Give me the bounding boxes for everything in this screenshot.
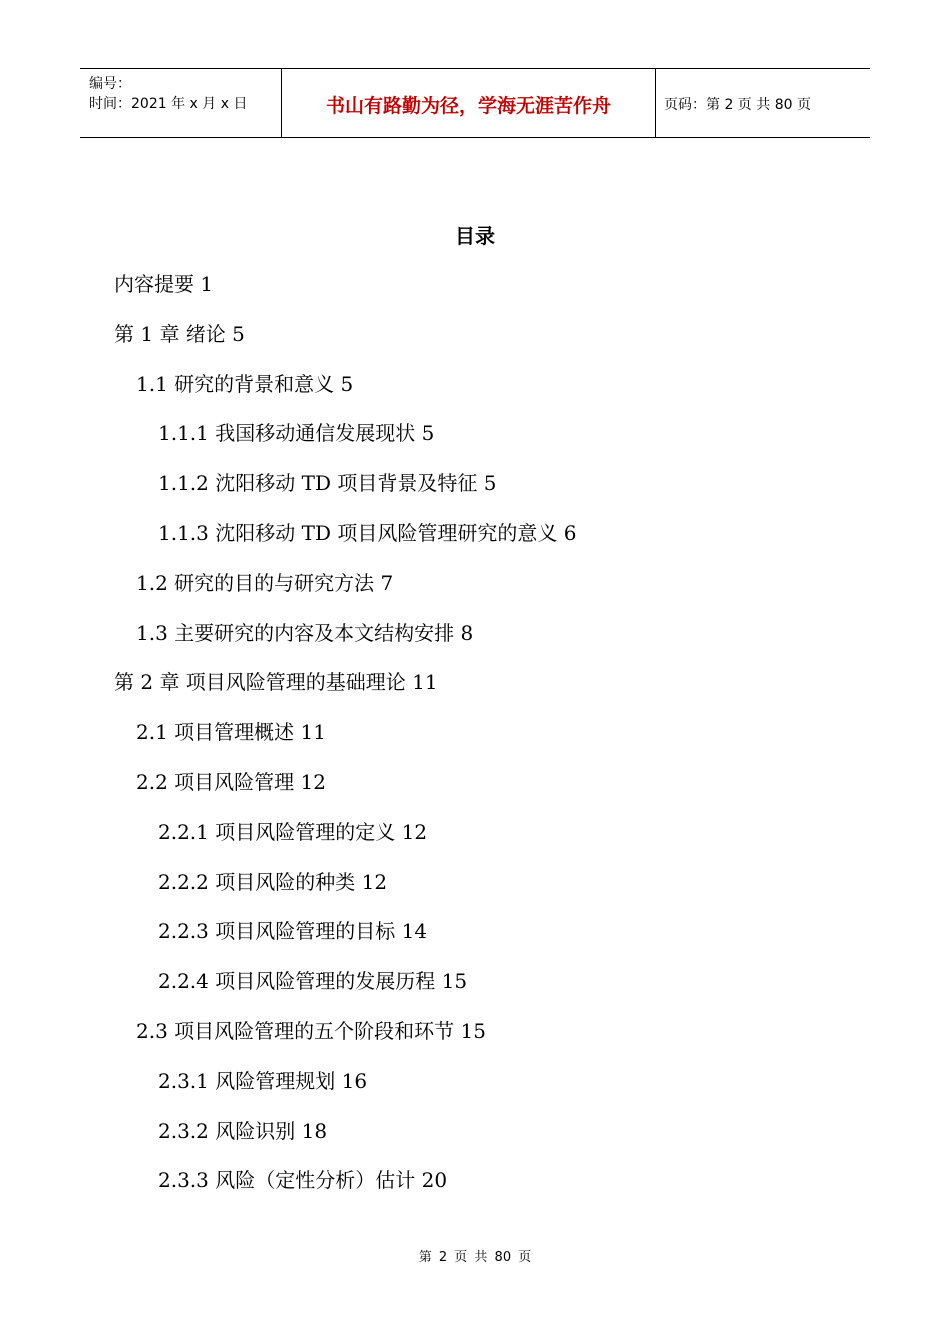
motto: 书山有路勤为径，学海无涯苦作舟 <box>325 95 611 117</box>
header-middle-cell <box>281 69 656 137</box>
toc-entry: 1.2 研究的目的与研究方法 7 <box>136 570 394 595</box>
toc-title: 目录 <box>455 224 495 248</box>
toc-entry: 内容提要 1 <box>114 272 214 296</box>
toc-entry: 1.1 研究的背景和意义 5 <box>136 371 354 396</box>
page-footer: 第 2 页 共 80 页 <box>418 1250 532 1265</box>
header-right-cell <box>655 69 870 137</box>
toc-entry: 2.2.1 项目风险管理的定义 12 <box>158 819 428 844</box>
page-info: 页码：第 2 页 共 80 页 <box>664 97 811 113</box>
toc-entry: 1.3 主要研究的内容及本文结构安排 8 <box>136 620 474 645</box>
toc-entry: 1.1.3 沈阳移动 TD 项目风险管理研究的意义 6 <box>158 521 577 545</box>
toc-entry: 2.3 项目风险管理的五个阶段和环节 15 <box>136 1019 486 1043</box>
toc-entry: 1.1.2 沈阳移动 TD 项目背景及特征 5 <box>158 471 497 496</box>
toc-entry: 2.2 项目风险管理 12 <box>136 770 326 794</box>
header-left-cell <box>80 69 281 137</box>
toc-entry: 2.1 项目管理概述 11 <box>136 720 326 745</box>
toc-entry: 2.2.3 项目风险管理的目标 14 <box>158 919 428 944</box>
toc-entry: 2.3.2 风险识别 18 <box>158 1118 328 1143</box>
toc-entry: 2.2.4 项目风险管理的发展历程 15 <box>158 969 468 994</box>
number-label: 编号： <box>89 76 131 92</box>
toc-entry: 2.2.2 项目风险的种类 12 <box>158 869 388 894</box>
page-header <box>80 68 870 138</box>
toc-entry: 2.3.3 风险（定性分析）估计 20 <box>158 1168 448 1193</box>
toc-entry: 2.3.1 风险管理规划 16 <box>158 1068 368 1093</box>
toc-entry: 第 2 章 项目风险管理的基础理论 11 <box>114 670 438 695</box>
toc-entry: 1.1.1 我国移动通信发展现状 5 <box>158 421 435 446</box>
toc-entry: 第 1 章 绪论 5 <box>114 321 245 346</box>
time-label: 时间：2021 年 x 月 x 日 <box>89 96 248 112</box>
